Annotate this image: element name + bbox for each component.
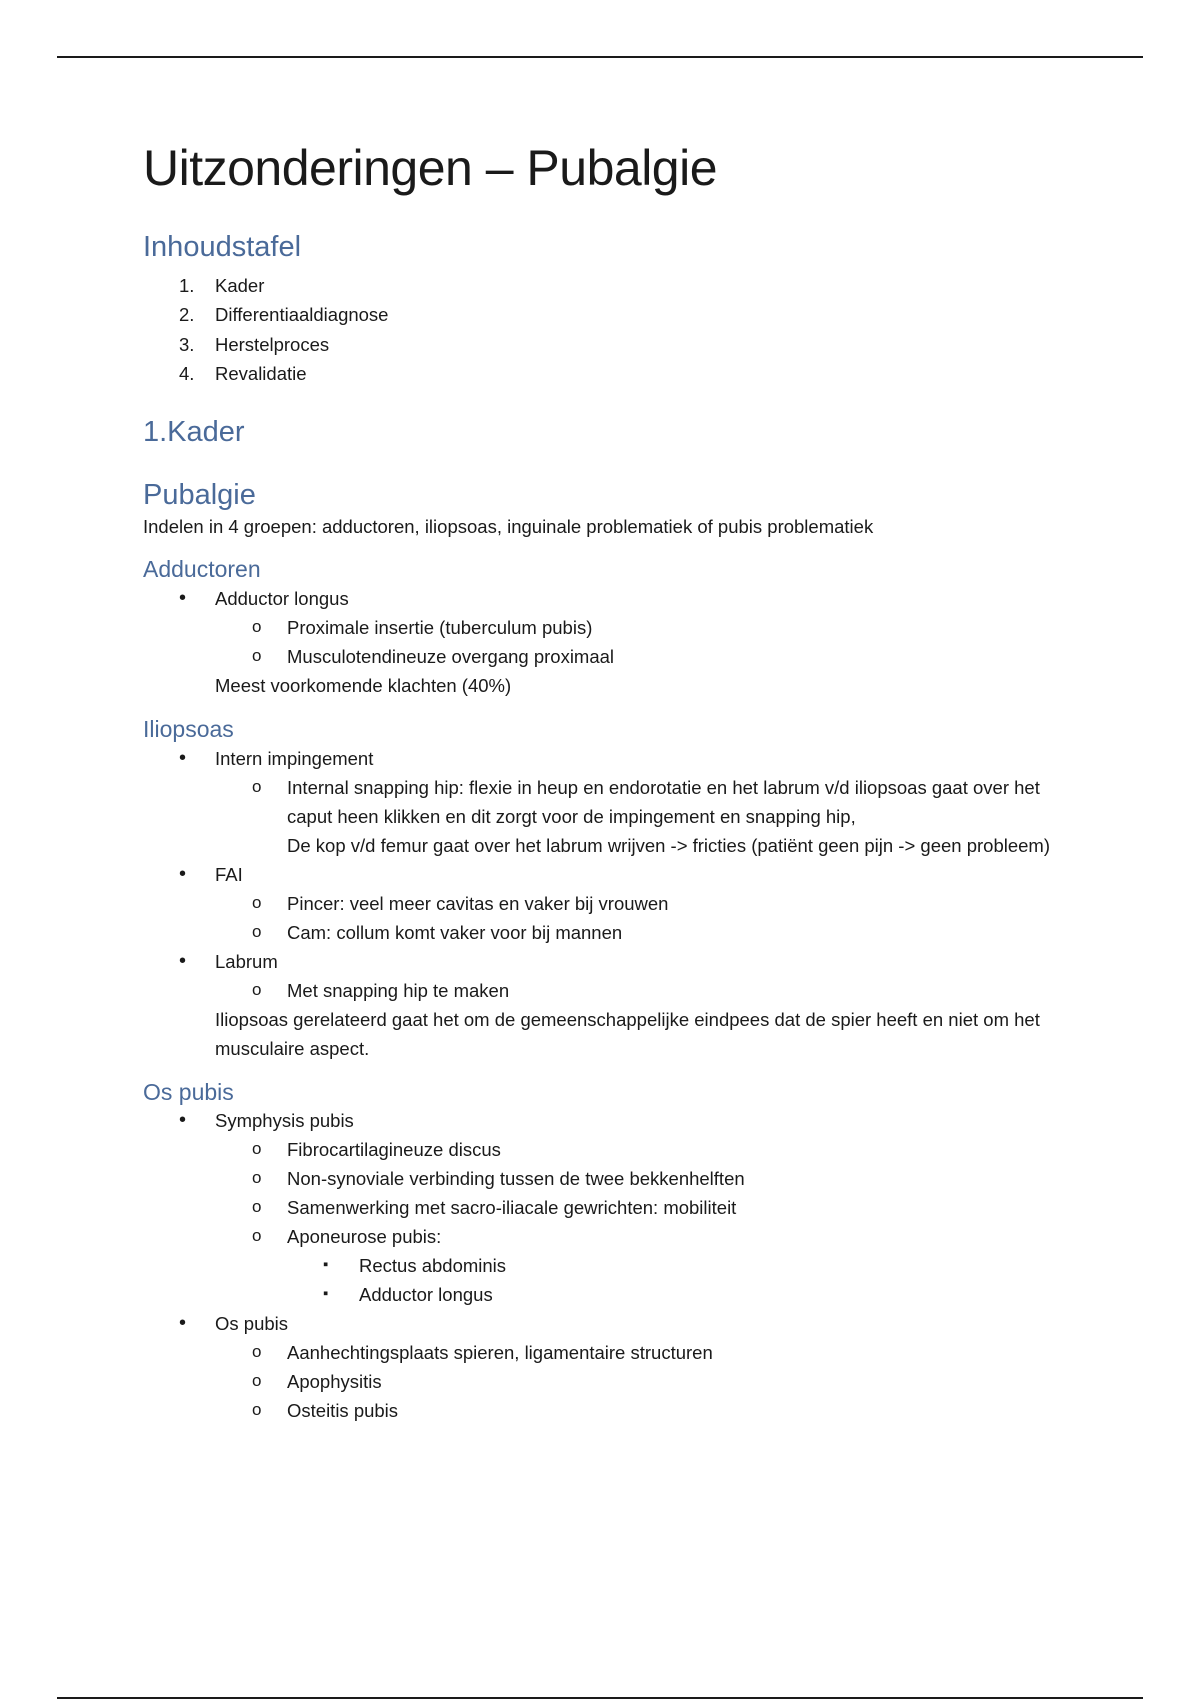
toc-item-label: Kader: [215, 274, 265, 296]
iliopsoas-note: Iliopsoas gerelateerd gaat het om de gemeenschappelijke eindpees dat de spier heeft en niet om het musculaire aspect.: [215, 1008, 1040, 1059]
list-item: o Met snapping hip te maken: [215, 976, 1063, 1005]
toc-item: 4. Revalidatie: [179, 363, 307, 385]
iliopsoas-list: [143, 744, 1063, 1005]
heading-iliopsoas: Iliopsoas: [143, 715, 234, 742]
list-item: o Proximale insertie (tuberculum pubis): [215, 613, 1063, 642]
page-title: Uitzonderingen – Pubalgie: [143, 140, 718, 196]
table-of-contents: [143, 271, 1063, 389]
list-item: o Aanhechtingsplaats spieren, ligamentaire structuren: [215, 1338, 1063, 1367]
list-item: • Symphysis pubis o Fibrocartilagineuze discus o Non-synoviale verbinding tussen de twee bekkenhelften o Samenwerking met sacro-iliacale gewrichten: mobiliteit o Aponeurose pubis: ▪ Rectus abdominis ▪ Adductor longus: [143, 1106, 1063, 1309]
list-item: o Aponeurose pubis: ▪ Rectus abdominis ▪ Adductor longus: [215, 1222, 1063, 1309]
header-rule: [57, 56, 1143, 58]
heading-os-pubis: Os pubis: [143, 1078, 234, 1105]
toc-item: 3. Herstelproces: [179, 333, 330, 355]
footer-rule: [57, 1697, 1143, 1699]
list-item: o Internal snapping hip: flexie in heup en endorotatie en het labrum v/d iliopsoas gaat over het caput heen klikken en dit zorgt voor de impingement en snapping hip, De kop v/d femur gaat over het labrum wrijven -> fricties (patiënt geen pijn -> geen probleem): [215, 773, 1063, 860]
list-item: o Musculotendineuze overgang proximaal: [215, 642, 1063, 671]
list-item: o Fibrocartilagineuze discus: [215, 1135, 1063, 1164]
list-item: o Osteitis pubis: [215, 1396, 1063, 1425]
list-item: • FAI o Pincer: veel meer cavitas en vaker bij vrouwen o Cam: collum komt vaker voor bij mannen: [143, 860, 1063, 947]
list-item: o Non-synoviale verbinding tussen de twee bekkenhelften: [215, 1164, 1063, 1193]
adductoren-list: [143, 584, 1063, 671]
os-pubis-list: [143, 1106, 1063, 1425]
toc-heading: Inhoudstafel: [143, 231, 302, 263]
list-item: • Adductor longus o Proximale insertie (tuberculum pubis) o Musculotendineuze overgang proximaal: [143, 584, 1063, 671]
document-body: [143, 138, 1063, 1425]
list-item: ▪ Adductor longus: [287, 1280, 1063, 1309]
list-item: o Samenwerking met sacro-iliacale gewrichten: mobiliteit: [215, 1193, 1063, 1222]
toc-item: 1. Kader: [179, 274, 265, 296]
list-item: o Cam: collum komt vaker voor bij mannen: [215, 918, 1063, 947]
list-item: ▪ Rectus abdominis: [287, 1251, 1063, 1280]
list-item: o Pincer: veel meer cavitas en vaker bij vrouwen: [215, 889, 1063, 918]
list-item: • Intern impingement o Internal snapping hip: flexie in heup en endorotatie en het labrum v/d iliopsoas gaat over het caput heen klikken en dit zorgt voor de impingement en snapping hip, De kop v/d femur gaat over het labrum wrijven -> fricties (patiënt geen pijn -> geen probleem): [143, 744, 1063, 860]
list-item: • Os pubis o Aanhechtingsplaats spieren, ligamentaire structuren o Apophysitis o Osteitis pubis: [143, 1309, 1063, 1425]
pubalgie-intro: Indelen in 4 groepen: adductoren, iliopsoas, inguinale problematiek of pubis problematiek: [143, 516, 874, 538]
adductoren-note: Meest voorkomende klachten (40%): [215, 674, 512, 696]
section-heading-kader: 1.Kader: [143, 415, 245, 448]
toc-item-label: Revalidatie: [215, 363, 307, 385]
subsection-heading-pubalgie: Pubalgie: [143, 478, 256, 511]
heading-adductoren: Adductoren: [143, 556, 261, 583]
toc-item-label: Differentiaaldiagnose: [215, 304, 389, 326]
list-item: • Labrum o Met snapping hip te maken: [143, 947, 1063, 1005]
list-item: o Apophysitis: [215, 1367, 1063, 1396]
toc-item-label: Herstelproces: [215, 333, 330, 355]
toc-item: 2. Differentiaaldiagnose: [179, 304, 389, 326]
